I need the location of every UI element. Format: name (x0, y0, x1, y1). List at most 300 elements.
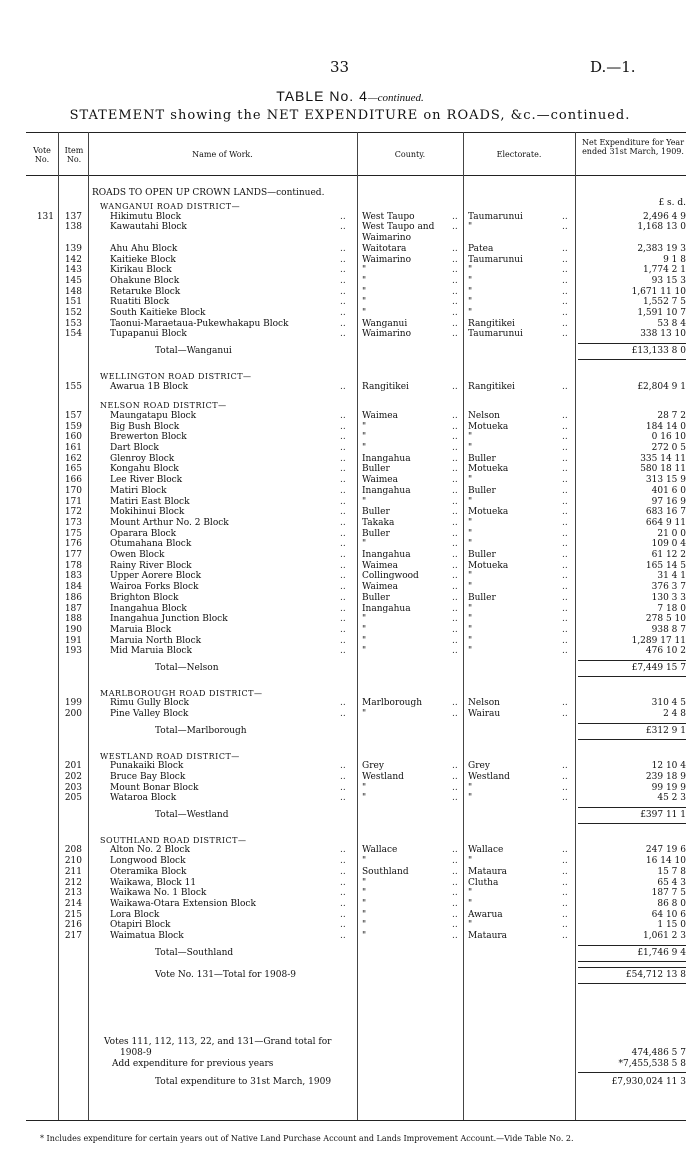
work-name: Inangahua Block (110, 603, 187, 614)
item-number: 203 (64, 782, 82, 793)
leader-dots: .. (340, 265, 346, 276)
leader-dots: .. (452, 475, 458, 486)
table-row (0, 793, 700, 804)
electorate: " (468, 496, 473, 507)
work-name: Retaruke Block (110, 286, 181, 297)
leader-dots: .. (562, 624, 568, 635)
leader-dots: .. (562, 709, 568, 720)
electorate: Buller (468, 550, 496, 560)
table-row (0, 845, 700, 856)
electorate: Rangitikei (468, 381, 515, 392)
electorate: " (468, 793, 473, 804)
item-number: 170 (64, 485, 82, 496)
electorate: Patea (468, 243, 494, 254)
leader-dots: .. (340, 709, 346, 720)
electorate: " (468, 275, 473, 286)
grand-total-line1: Votes 111, 112, 113, 22, and 131—Grand total for (104, 1037, 332, 1047)
table-row (0, 899, 700, 910)
leader-dots: .. (562, 496, 568, 507)
work-name: Kongahu Block (110, 464, 179, 475)
leader-dots: .. (562, 517, 568, 528)
total-row (0, 663, 700, 674)
leader-dots: .. (340, 421, 346, 432)
leader-dots: .. (340, 920, 346, 931)
district-name: MARLBOROUGH ROAD DISTRICT— (100, 688, 263, 698)
electorate: " (468, 782, 473, 793)
leader-dots: .. (340, 464, 346, 475)
county: Waimea (362, 560, 398, 571)
table-row (0, 593, 700, 604)
work-name: Ohakune Block (110, 275, 180, 286)
leader-dots: .. (452, 614, 458, 625)
county: Rangitikei (362, 381, 409, 392)
leader-dots: .. (452, 793, 458, 804)
work-name: Mount Bonar Block (110, 782, 199, 793)
leader-dots: .. (452, 496, 458, 507)
item-number: 152 (64, 308, 82, 318)
leader-dots: .. (452, 582, 458, 593)
leader-dots: .. (562, 698, 568, 709)
item-number: 148 (64, 286, 82, 297)
electorate: " (468, 603, 473, 614)
leader-dots: .. (452, 771, 458, 782)
leader-dots: .. (452, 845, 458, 856)
previous-years-amount: *7,455,538 5 8 (618, 1059, 686, 1069)
total-amount: £1,746 9 4 (637, 947, 686, 958)
leader-dots: .. (562, 464, 568, 475)
work-name: Dart Block (110, 443, 159, 453)
leader-dots: .. (340, 603, 346, 614)
item-number: 205 (64, 793, 82, 804)
leader-dots: .. (340, 211, 346, 222)
net-expenditure: 239 18 9 (645, 771, 686, 782)
table-row (0, 709, 700, 720)
table-row (0, 910, 700, 921)
item-number: 175 (64, 528, 82, 539)
previous-years-label: Add expenditure for previous years (112, 1059, 274, 1069)
leader-dots: .. (562, 453, 568, 464)
leader-dots: .. (340, 453, 346, 464)
total-rule-top (578, 807, 686, 808)
leader-dots: .. (452, 646, 458, 657)
table-row (0, 518, 700, 529)
leader-dots: .. (562, 888, 568, 899)
total-rule-top (578, 967, 686, 968)
total-label: Total—Marlborough (155, 725, 247, 736)
work-name: Maungatapu Block (110, 410, 197, 421)
electorate: Nelson (468, 698, 500, 709)
work-name: Otapiri Block (110, 920, 171, 931)
net-expenditure: 580 18 11 (640, 464, 686, 475)
item-number: 155 (64, 381, 82, 392)
item-number: 217 (64, 931, 82, 941)
leader-dots: .. (562, 761, 568, 772)
total-rule-bottom (578, 983, 686, 984)
electorate: " (468, 888, 473, 899)
county: " (362, 856, 367, 867)
item-number: 173 (64, 517, 82, 528)
county: " (362, 920, 367, 931)
net-expenditure: 28 7 2 (657, 410, 686, 421)
table-row (0, 432, 700, 443)
table-row (0, 614, 700, 625)
net-expenditure: 272 0 5 (651, 443, 686, 453)
item-number: 191 (64, 635, 82, 646)
table-row (0, 507, 700, 518)
leader-dots: .. (452, 297, 458, 308)
total-label: Vote No. 131—Total for 1908-9 (155, 970, 296, 981)
leader-dots: .. (340, 443, 346, 453)
table-row (0, 255, 700, 266)
total-amount: £13,133 8 0 (631, 346, 686, 357)
total-row (0, 346, 700, 357)
district-heading (0, 400, 700, 411)
item-number: 183 (64, 571, 82, 582)
electorate: " (468, 582, 473, 593)
table-row (0, 287, 700, 298)
county: Inangahua (362, 453, 411, 464)
total-rule-bottom (578, 823, 686, 824)
work-name: Pine Valley Block (110, 709, 189, 720)
net-expenditure: 53 8 4 (657, 318, 686, 329)
work-name: Taonui-Maraetaua-Pukewhakapu Block (110, 318, 289, 329)
leader-dots: .. (452, 432, 458, 443)
electorate: " (468, 571, 473, 582)
leader-dots: .. (340, 254, 346, 265)
item-number: 193 (64, 646, 82, 657)
item-number: 208 (64, 845, 82, 856)
electorate: " (468, 517, 473, 528)
county: Buller (362, 464, 390, 475)
electorate: Mataura (468, 866, 508, 877)
leader-dots: .. (340, 761, 346, 772)
leader-dots: .. (452, 286, 458, 297)
leader-dots: .. (452, 528, 458, 539)
work-name: Lora Block (110, 909, 160, 920)
table-row (0, 422, 700, 433)
vote-number: 131 (36, 211, 54, 222)
leader-dots: .. (340, 592, 346, 603)
net-expenditure: 1,671 11 10 (631, 286, 686, 297)
item-number: 177 (64, 550, 82, 560)
county: Takaka (362, 517, 395, 528)
header-amount: Net Expenditure for Year ended 31st March, 1909. (581, 138, 685, 156)
table-row (0, 497, 700, 508)
net-expenditure: 45 2 3 (657, 793, 686, 804)
leader-dots: .. (452, 453, 458, 464)
table-row (0, 464, 700, 475)
leader-dots: .. (452, 243, 458, 254)
net-expenditure: 86 8 0 (657, 898, 686, 909)
net-expenditure: 184 14 0 (645, 421, 686, 432)
leader-dots: .. (452, 560, 458, 571)
county: " (362, 286, 367, 297)
net-expenditure: 12 10 4 (651, 761, 686, 772)
electorate: " (468, 265, 473, 276)
net-expenditure: 376 3 7 (651, 582, 686, 593)
leader-dots: .. (562, 550, 568, 560)
item-number: 202 (64, 771, 82, 782)
item-number: 210 (64, 856, 82, 867)
net-expenditure: 1,289 17 11 (631, 635, 686, 646)
item-number: 142 (64, 254, 82, 265)
electorate: Rangitikei (468, 318, 515, 329)
county: " (362, 931, 367, 941)
grand-total-amount: 474,486 5 7 (631, 1048, 686, 1058)
item-number: 161 (64, 443, 82, 453)
county: " (362, 539, 367, 550)
leader-dots: .. (562, 560, 568, 571)
net-expenditure: 65 4 3 (657, 877, 686, 888)
county: " (362, 275, 367, 286)
total-amount: £54,712 13 8 (625, 970, 686, 981)
net-expenditure: 21 0 0 (657, 528, 686, 539)
item-number: 151 (64, 297, 82, 308)
work-name: Matiri East Block (110, 496, 190, 507)
item-number: 166 (64, 475, 82, 486)
leader-dots: .. (340, 475, 346, 486)
leader-dots: .. (340, 318, 346, 329)
county: Buller (362, 528, 390, 539)
electorate: Wallace (468, 845, 504, 856)
leader-dots: .. (452, 318, 458, 329)
leader-dots: .. (562, 443, 568, 453)
leader-dots: .. (562, 582, 568, 593)
electorate: " (468, 920, 473, 931)
work-name: Big Bush Block (110, 421, 180, 432)
leader-dots: .. (452, 254, 458, 265)
leader-dots: .. (562, 410, 568, 421)
table-row (0, 212, 700, 223)
leader-dots: .. (562, 909, 568, 920)
county: Waitotara (362, 243, 407, 254)
net-expenditure: 683 16 7 (645, 507, 686, 518)
leader-dots: .. (452, 381, 458, 392)
work-name: Ahu Ahu Block (110, 243, 178, 254)
total-amount: £7,449 15 7 (631, 663, 686, 673)
county: " (362, 646, 367, 657)
leader-dots: .. (562, 275, 568, 286)
leader-dots: .. (340, 646, 346, 657)
header-county: County. (394, 150, 426, 159)
electorate: " (468, 432, 473, 443)
work-name: Alton No. 2 Block (110, 845, 190, 856)
leader-dots: .. (562, 211, 568, 222)
leader-dots: .. (340, 517, 346, 528)
district-heading (0, 751, 700, 762)
item-number: 201 (64, 761, 82, 772)
leader-dots: .. (340, 877, 346, 888)
district-name: WESTLAND ROAD DISTRICT— (100, 751, 240, 761)
district-name: SOUTHLAND ROAD DISTRICT— (100, 835, 247, 845)
net-expenditure: 31 4 1 (657, 571, 686, 582)
electorate: " (468, 898, 473, 909)
total-amount: £397 11 1 (640, 810, 686, 820)
leader-dots: .. (340, 582, 346, 593)
leader-dots: .. (340, 560, 346, 571)
header-electorate: Electorate. (496, 150, 542, 159)
item-number: 154 (64, 329, 82, 340)
net-expenditure: 247 19 6 (645, 845, 686, 856)
item-number: 200 (64, 709, 82, 720)
item-number: 188 (64, 614, 82, 625)
total-rule-top (578, 343, 686, 344)
item-number: 199 (64, 698, 82, 709)
work-name: Mid Maruia Block (110, 646, 192, 657)
work-name: Mount Arthur No. 2 Block (110, 517, 229, 528)
net-expenditure: 476 10 2 (645, 646, 686, 657)
leader-dots: .. (452, 782, 458, 793)
leader-dots: .. (562, 222, 568, 233)
item-number: 160 (64, 432, 82, 443)
leader-dots: .. (452, 624, 458, 635)
electorate: " (468, 528, 473, 539)
electorate: Clutha (468, 877, 499, 888)
leader-dots: .. (562, 614, 568, 625)
net-expenditure: 99 19 9 (651, 782, 686, 793)
item-number: 178 (64, 560, 82, 571)
table-row (0, 454, 700, 465)
net-expenditure: 401 6 0 (651, 485, 686, 496)
leader-dots: .. (340, 222, 346, 233)
total-row (0, 726, 700, 737)
county: " (362, 635, 367, 646)
leader-dots: .. (562, 877, 568, 888)
item-number: 139 (64, 243, 82, 254)
total-label: Total—Westland (155, 810, 229, 820)
electorate: Taumarunui (468, 254, 523, 265)
electorate: " (468, 475, 473, 486)
work-name: Inangahua Junction Block (110, 614, 228, 625)
leader-dots: .. (562, 243, 568, 254)
county: " (362, 443, 367, 453)
leader-dots: .. (562, 318, 568, 329)
item-number: 137 (64, 211, 82, 222)
county: Wallace (362, 845, 398, 856)
table-row (0, 561, 700, 572)
electorate: " (468, 614, 473, 625)
work-name: Otumahana Block (110, 539, 192, 550)
net-expenditure: 0 16 10 (651, 432, 686, 443)
work-name: Bruce Bay Block (110, 771, 186, 782)
leader-dots: .. (340, 866, 346, 877)
work-name: Brewerton Block (110, 432, 187, 443)
section-heading: ROADS TO OPEN UP CROWN LANDS—continued. (92, 188, 325, 198)
electorate: " (468, 539, 473, 550)
table-row (0, 265, 700, 276)
electorate: Nelson (468, 410, 500, 421)
table-row (0, 244, 700, 255)
district-heading (0, 371, 700, 382)
work-name: Maruia North Block (110, 635, 202, 646)
table-row (0, 443, 700, 454)
work-name: Mokihinui Block (110, 507, 185, 518)
leader-dots: .. (340, 381, 346, 392)
net-expenditure: 1,774 2 1 (643, 265, 686, 276)
net-expenditure: 1 15 0 (657, 920, 686, 931)
leader-dots: .. (562, 603, 568, 614)
item-number: 186 (64, 592, 82, 603)
total-row (0, 970, 700, 981)
total-row (0, 810, 700, 821)
total-label: Total—Wanganui (155, 346, 232, 357)
leader-dots: .. (340, 888, 346, 899)
currency-header: £ s. d. (658, 198, 686, 208)
leader-dots: .. (562, 475, 568, 486)
work-name: Waikawa-Otara Extension Block (110, 898, 256, 909)
leader-dots: .. (452, 709, 458, 720)
net-expenditure: 97 16 9 (651, 496, 686, 507)
header-vote: Vote No. (33, 146, 51, 164)
county: Westland (362, 771, 404, 782)
table-row (0, 761, 700, 772)
leader-dots: .. (562, 782, 568, 793)
county: " (362, 421, 367, 432)
leader-dots: .. (562, 866, 568, 877)
net-expenditure: 664 9 11 (645, 517, 686, 528)
county: " (362, 909, 367, 920)
leader-dots: .. (452, 909, 458, 920)
table-row (0, 646, 700, 657)
county: Inangahua (362, 550, 411, 560)
leader-dots: .. (340, 624, 346, 635)
electorate: " (468, 222, 473, 233)
leader-dots: .. (340, 909, 346, 920)
net-expenditure: 61 12 2 (651, 550, 686, 560)
sum-rule (578, 1072, 686, 1073)
electorate: " (468, 646, 473, 657)
work-name: Lee River Block (110, 475, 183, 486)
table-row (0, 382, 700, 393)
leader-dots: .. (452, 329, 458, 340)
header-item: Item No. (64, 146, 84, 164)
total-label: Total—Southland (155, 947, 234, 958)
district-heading (0, 835, 700, 846)
leader-dots: .. (340, 496, 346, 507)
total-amount: £312 9 1 (645, 725, 686, 736)
leader-dots: .. (562, 265, 568, 276)
electorate: " (468, 443, 473, 453)
leader-dots: .. (452, 603, 458, 614)
leader-dots: .. (340, 275, 346, 286)
electorate: " (468, 308, 473, 318)
leader-dots: .. (452, 308, 458, 318)
table-row (0, 276, 700, 287)
county: " (362, 782, 367, 793)
total-row (0, 948, 700, 959)
leader-dots: .. (340, 485, 346, 496)
county: " (362, 614, 367, 625)
item-number: 138 (64, 222, 82, 233)
net-expenditure: £2,804 9 1 (637, 381, 686, 392)
leader-dots: .. (452, 571, 458, 582)
work-name: Owen Block (110, 550, 165, 560)
leader-dots: .. (562, 592, 568, 603)
work-name: Maruia Block (110, 624, 172, 635)
net-expenditure: 109 0 4 (651, 539, 686, 550)
leader-dots: .. (452, 275, 458, 286)
total-rule-top (578, 723, 686, 724)
electorate: Taumarunui (468, 329, 523, 340)
table-row (0, 475, 700, 486)
leader-dots: .. (562, 485, 568, 496)
work-name: Rimu Gully Block (110, 698, 189, 709)
net-expenditure: 335 14 11 (640, 453, 686, 464)
leader-dots: .. (452, 888, 458, 899)
county: Grey (362, 761, 384, 772)
net-expenditure: 310 4 5 (651, 698, 686, 709)
item-number: 157 (64, 410, 82, 421)
